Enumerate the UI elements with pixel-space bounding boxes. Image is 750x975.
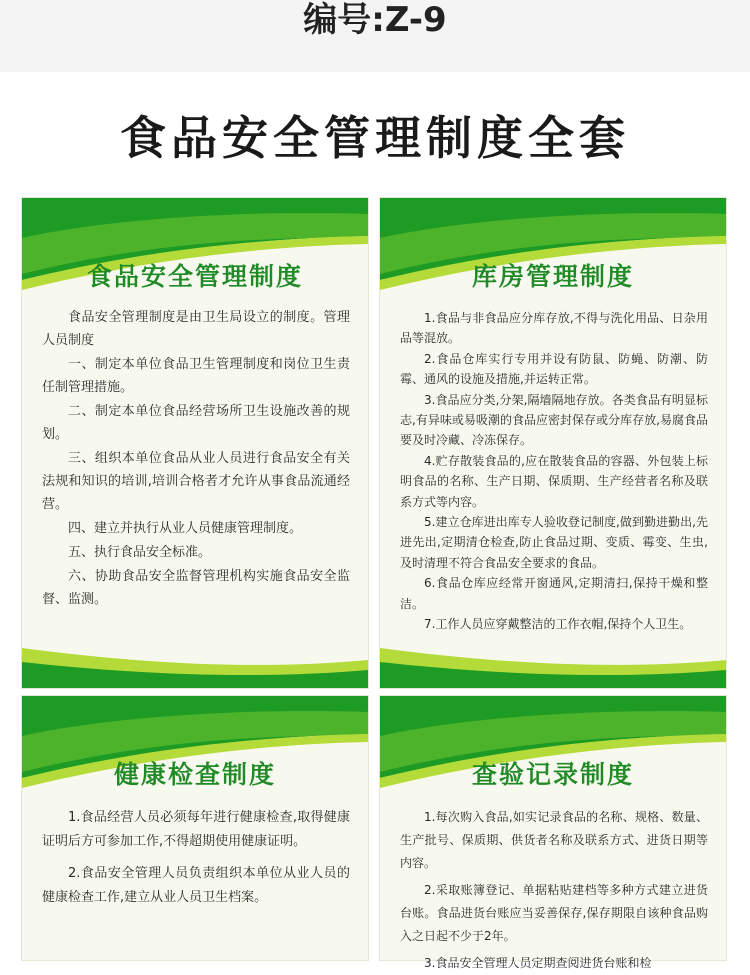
board-title: 健康检查制度 xyxy=(113,760,276,789)
paragraph: 六、协助食品安全监督管理机构实施食品安全监督、监测。 xyxy=(42,569,350,607)
paragraph: 2.采取账簿登记、单据粘贴建档等多种方式建立进货台账。食品进货台账应当妥善保存,保存期限自该种食品购入之日起不少于2年。 xyxy=(400,883,708,943)
board-title: 查验记录制度 xyxy=(471,760,634,789)
green-wave-bottom xyxy=(380,630,726,688)
product-code: 编号:Z-9 xyxy=(303,0,447,40)
paragraph: 1.食品与非食品应分库存放,不得与洗化用品、日杂用品等混放。 xyxy=(400,311,708,346)
board-title: 食品安全管理制度 xyxy=(86,262,303,291)
paragraph: 三、组织本单位食品从业人员进行食品安全有关法规和知识的培训,培训合格者才允许从事食品流通经营。 xyxy=(42,451,350,512)
page-title: 食品安全管理制度全套 xyxy=(120,111,630,165)
board-food-safety xyxy=(22,198,368,688)
board-body xyxy=(400,308,708,635)
paragraph: 食品安全管理制度是由卫生局设立的制度。管理人员制度 xyxy=(42,310,350,348)
board-inspection-record xyxy=(380,696,726,970)
paragraph: 四、建立并执行从业人员健康管理制度。 xyxy=(68,521,303,536)
green-wave-bottom xyxy=(22,630,368,688)
board-title: 库房管理制度 xyxy=(471,262,634,291)
board-health-check xyxy=(22,696,368,960)
paragraph: 二、制定本单位食品经营场所卫生设施改善的规划。 xyxy=(42,404,350,442)
board-body xyxy=(42,306,350,612)
paragraph: 6.食品仓库应经常开窗通风,定期清扫,保持干燥和整洁。 xyxy=(400,576,708,611)
board-body xyxy=(42,806,350,910)
paragraph: 7.工作人员应穿戴整洁的工作衣帽,保持个人卫生。 xyxy=(424,617,692,632)
paragraph: 1.食品经营人员必须每年进行健康检查,取得健康证明后方可参加工作,不得超期使用健康证明。 xyxy=(42,810,350,849)
paragraph: 1.每次购入食品,如实记录食品的名称、规格、数量、生产批号、保质期、供货者名称及联系方式、进货日期等内容。 xyxy=(400,810,708,870)
board-warehouse xyxy=(380,198,726,688)
paragraph: 一、制定本单位食品卫生管理制度和岗位卫生责任制管理措施。 xyxy=(42,357,350,395)
board-body xyxy=(400,806,708,975)
paragraph: 5.建立仓库进出库专人验收登记制度,做到勤进勤出,先进先出,定期清仓检查,防止食品过期、变质、霉变、生虫,及时清理不符合食品安全要求的食品。 xyxy=(400,515,708,570)
paragraph: 2.食品仓库实行专用并设有防鼠、防蝇、防潮、防霉、通风的设施及措施,并运转正常。 xyxy=(400,351,708,387)
paragraph: 2.食品安全管理人员负责组织本单位从业人员的健康检查工作,建立从业人员卫生档案。 xyxy=(42,866,350,905)
paragraph: 3.食品安全管理人员定期查阅进货台账和检 xyxy=(424,956,652,970)
paragraph: 五、执行食品安全标准。 xyxy=(68,545,212,560)
paragraph: 4.贮存散装食品的,应在散装食品的容器、外包装上标明食品的名称、生产日期、保质期、生产经营者名称及联系方式等内容。 xyxy=(400,453,708,509)
paragraph: 3.食品应分类,分架,隔墙隔地存放。各类食品有明显标志,有异味或易吸潮的食品应密封保存或分库存放,易腐食品要及时冷藏、冷冻保存。 xyxy=(400,392,708,448)
